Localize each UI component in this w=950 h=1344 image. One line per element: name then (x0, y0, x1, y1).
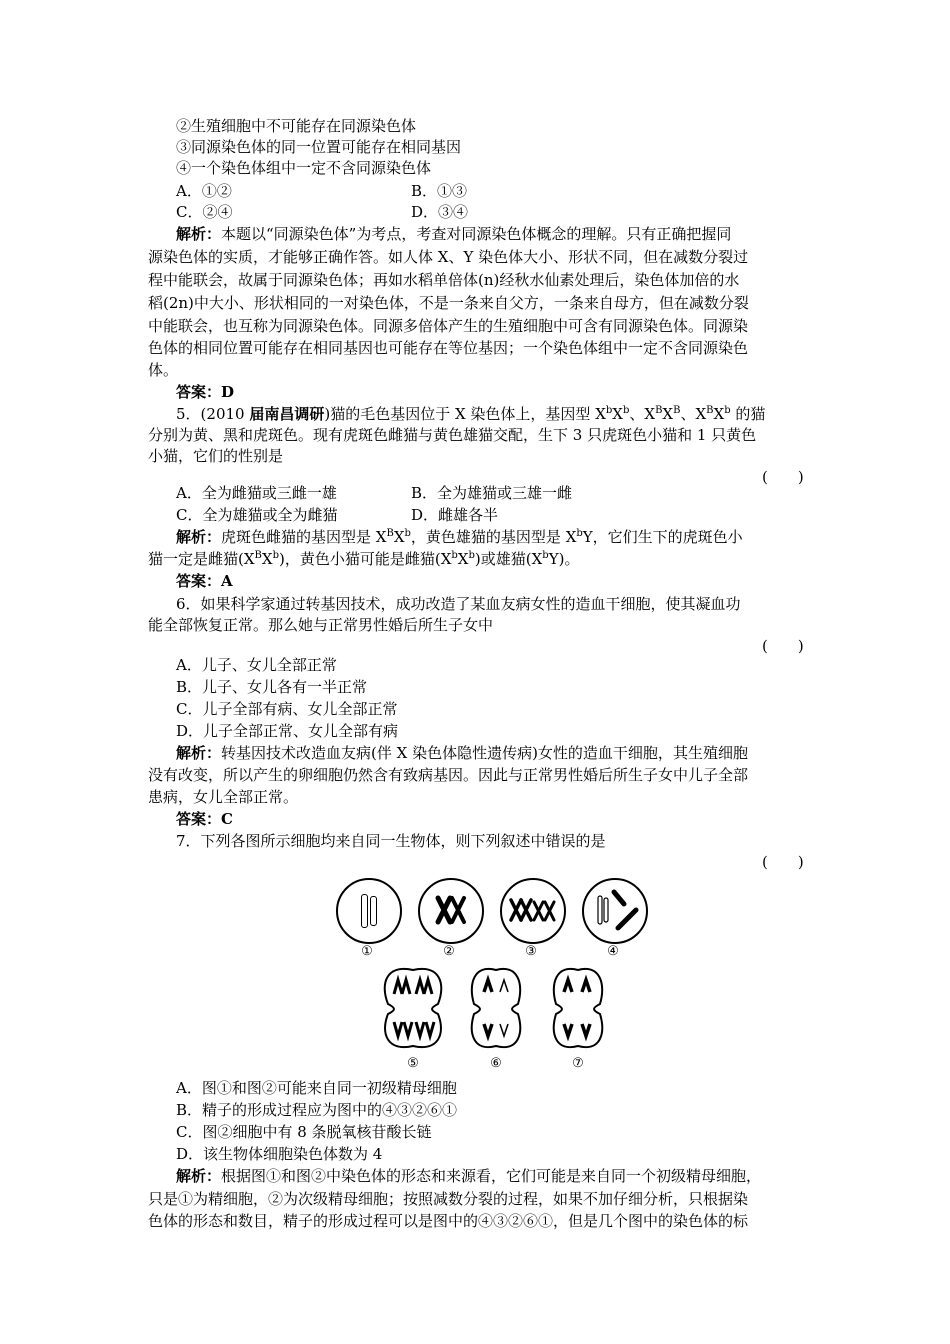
q6-option-c: C．儿子全部有病、女儿全部正常 (176, 700, 398, 718)
q6-answer-blank: ( ) (762, 637, 804, 655)
cell-label-5: ⑤ (407, 1056, 419, 1071)
q4-analysis-line-2: 源染色体的实质，才能够正确作答。如人体 X、Y 染色体大小、形状不同，但在减数分裂过 (148, 248, 749, 266)
q4-answer: 答案：D (176, 383, 235, 401)
cell-4 (582, 878, 648, 944)
q4-analysis-line-5: 中能联会，也互称为同源染色体。同源多倍体产生的生殖细胞中可含有同源染色体。同源染 (148, 317, 749, 335)
q4-option-a: A．①② (176, 182, 232, 200)
q4-analysis-line-7: 体。 (148, 361, 179, 379)
q7-option-d: D．该生物体细胞染色体数为 4 (176, 1145, 383, 1163)
cell-2-chromosomes (420, 880, 482, 942)
q6-option-d: D．儿子全部正常、女儿全部有病 (176, 722, 399, 740)
q7-analysis-line-2: 只是①为精细胞，②为次级精母细胞；按照减数分裂的过程，如果不加仔细分析，只根据染 (148, 1190, 749, 1208)
q5-option-d: D．雌雄各半 (411, 506, 499, 524)
q7-stem-line-1: 7．下列各图所示细胞均来自同一生物体，则下列叙述中错误的是 (176, 832, 606, 850)
q4-analysis-line-6: 色体的相同位置可能存在相同基因也可能存在等位基因；一个染色体组中一定不含同源染色 (148, 339, 749, 357)
cell-division-figure (330, 868, 630, 1080)
q5-stem-line-1: 5．(2010 届南昌调研)猫的毛色基因位于 X 染色体上，基因型 $X^bX^b$、$X^BX^B$、$X^BX^b$ 的猫 (176, 405, 766, 423)
cell-label-1: ① (361, 944, 373, 959)
cell-4-chromosomes (584, 880, 646, 942)
q4-option-b: B．①③ (411, 182, 468, 200)
q6-option-b: B．儿子、女儿各有一半正常 (176, 678, 368, 696)
cell-label-7: ⑦ (572, 1056, 584, 1071)
cell-label-3: ③ (525, 944, 537, 959)
q6-option-a: A．儿子、女儿全部正常 (176, 656, 337, 674)
q4-option-d: D．③④ (411, 203, 469, 221)
q7-analysis-line-1: 解析：根据图①和图②中染色体的形态和来源看，它们可能是来自同一个初级精母细胞， (176, 1167, 762, 1185)
q7-option-a: A．图①和图②可能来自同一初级精母细胞 (176, 1079, 457, 1097)
q4-option-c: C．②④ (176, 203, 233, 221)
q5-stem-line-3: 小猫，它们的性别是 (148, 447, 284, 465)
q5-analysis-line-2: 猫一定是雌猫$(X^BX^b)$，黄色小猫可能是雌猫$(X^bX^b)$或雄猫$(X^bY)$。 (148, 550, 580, 568)
q4-statement-3: ③同源染色体的同一位置可能存在相同基因 (176, 138, 462, 156)
q6-analysis-line-2: 没有改变，所以产生的卵细胞仍然含有致病基因。因此与正常男性婚后所生子女中儿子全部 (148, 766, 749, 784)
q5-option-b: B．全为雄猫或三雄一雌 (411, 484, 573, 502)
q6-stem-line-2: 能全部恢复正常。那么她与正常男性婚后所生子女中 (148, 616, 494, 634)
cell-label-4: ④ (607, 944, 619, 959)
cell-1 (336, 878, 402, 944)
q5-analysis-line-1: 解析：虎斑色雌猫的基因型是 $X^BX^b$，黄色雄猫的基因型是 $X^bY$，它们生下的虎斑色小 (176, 528, 743, 546)
q5-option-a: A．全为雌猫或三雌一雄 (176, 484, 337, 502)
q5-stem-line-2: 分别为黄、黑和虎斑色。现有虎斑色雌猫与黄色雄猫交配，生下 3 只虎斑色小猫和 1 只黄色 (148, 426, 757, 444)
cell-label-2: ② (443, 944, 455, 959)
q6-analysis-line-1: 解析：转基因技术改造血友病(伴 X 染色体隐性遗传病)女性的造血干细胞，其生殖细胞 (176, 744, 748, 762)
cell-3 (500, 878, 566, 944)
q4-statement-2: ②生殖细胞中不可能存在同源染色体 (176, 117, 417, 135)
cell-5 (380, 964, 446, 1052)
q6-stem-line-1: 6．如果科学家通过转基因技术，成功改造了某血友病女性的造血干细胞，使其凝血功 (176, 595, 741, 613)
q5-option-c: C．全为雄猫或全为雌猫 (176, 506, 338, 524)
q5-answer: 答案：A (176, 572, 233, 590)
q7-analysis-line-3: 色体的形态和数目，精子的形成过程可以是图中的④③②⑥①，但是几个图中的染色体的标 (148, 1212, 749, 1230)
cell-label-6: ⑥ (490, 1056, 502, 1071)
q5-answer-blank: ( ) (762, 468, 804, 486)
q4-analysis-line-1: 解析：本题以“同源染色体”为考点，考查对同源染色体概念的理解。只有正确把握同 (176, 225, 732, 243)
q7-option-c: C．图②细胞中有 8 条脱氧核苷酸长链 (176, 1123, 432, 1141)
q4-analysis-line-3: 程中能联会，故属于同源染色体；再如水稻单倍体(n)经秋水仙素处理后，染色体加倍的水 (148, 271, 740, 289)
q6-analysis-line-3: 患病，女儿全部正常。 (148, 788, 299, 806)
q4-analysis-line-4: 稻(2n)中大小、形状相同的一对染色体，不是一条来自父方，一条来自母方，但在减数分裂 (148, 294, 749, 312)
q7-option-b: B．精子的形成过程应为图中的④③②⑥① (176, 1101, 458, 1119)
cell-6 (468, 964, 524, 1052)
cell-2 (418, 878, 484, 944)
q7-answer-blank: ( ) (762, 853, 804, 871)
cell-7 (550, 964, 606, 1052)
q4-statement-4: ④一个染色体组中一定不含同源染色体 (176, 159, 432, 177)
q6-answer: 答案：C (176, 810, 233, 828)
q4-analysis-label: 解析： (176, 225, 222, 243)
cell-3-chromosomes (502, 880, 564, 942)
